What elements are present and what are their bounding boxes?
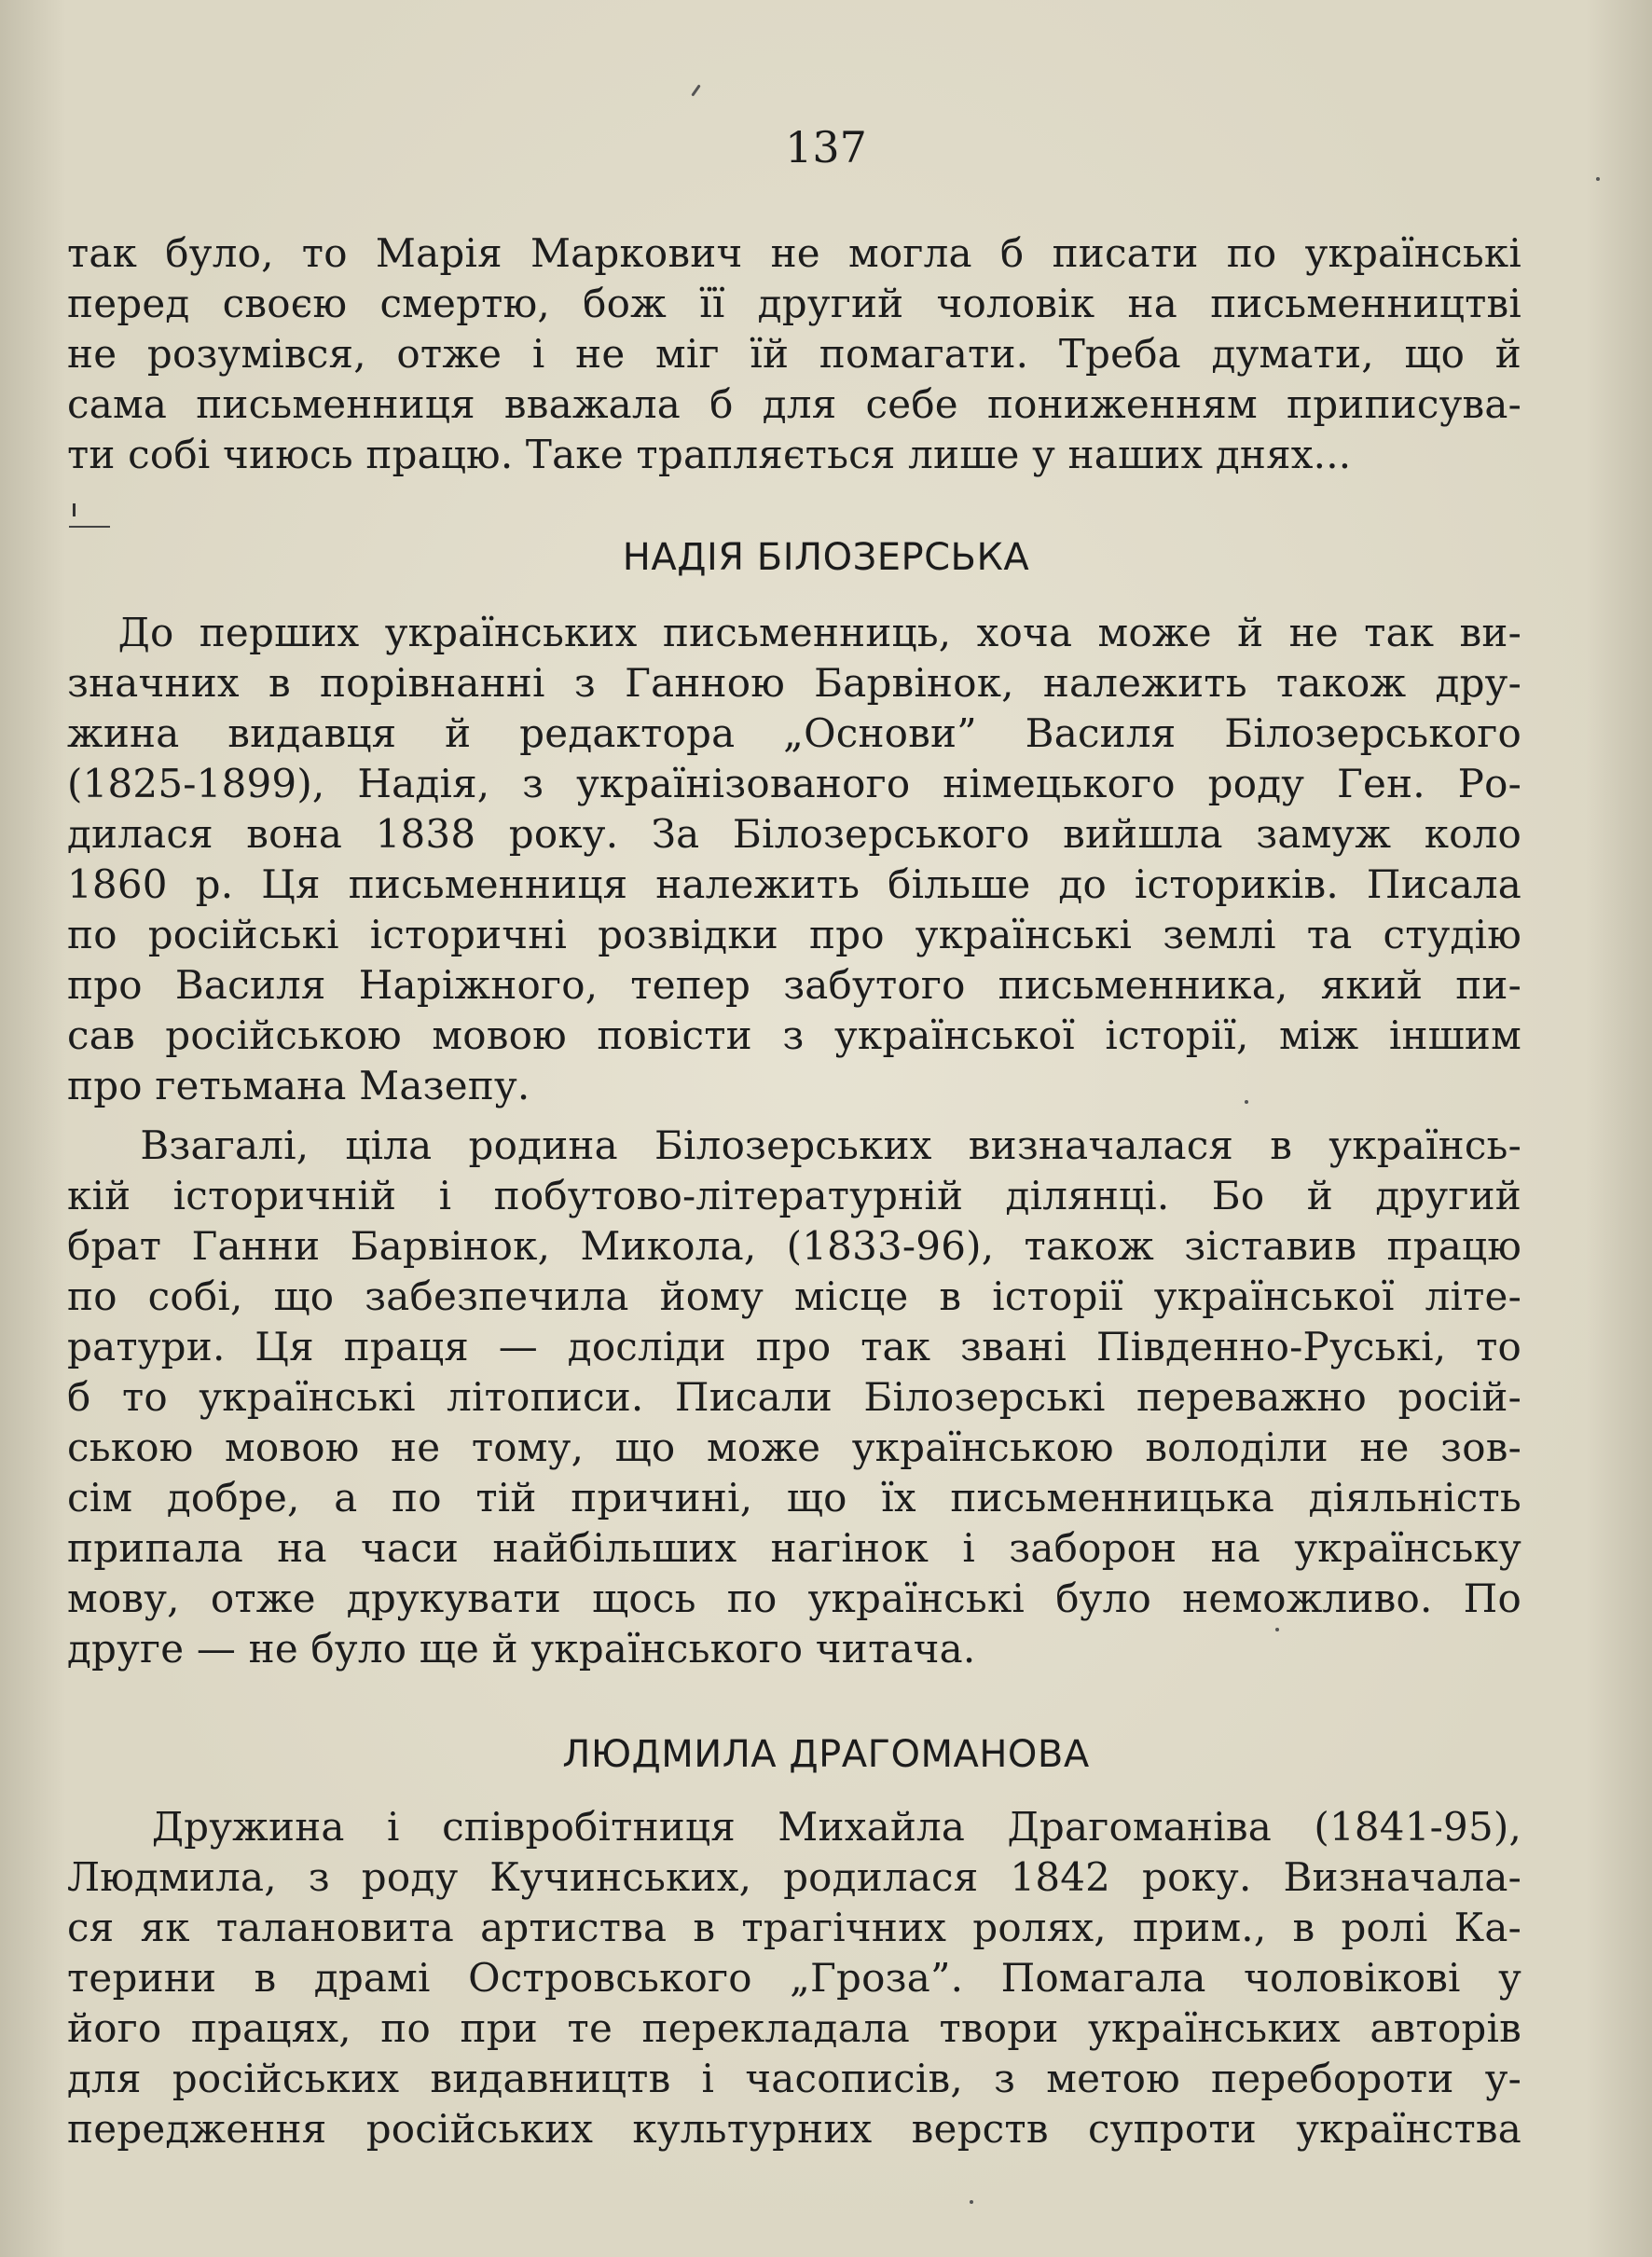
text-line: про гетьмана Мазепу. (67, 1063, 530, 1108)
print-speck (970, 2200, 973, 2204)
paragraph (67, 608, 1521, 1111)
text-line: ти собі чиюсь працю. Таке трапляється лише у наших днях... (67, 432, 1352, 477)
text-line: 1860 р. Ця письменниця належить більше до істориків. Писала (67, 861, 1521, 907)
print-speck (1275, 1628, 1279, 1631)
text-line: сав російською мовою повісти з української історії, між іншим (67, 1012, 1521, 1058)
text-line: не розумівся, отже і не міг їй помагати. Треба думати, що й (67, 331, 1521, 377)
text-line: Людмила, з роду Кучинських, родилася 1842 року. Визначала- (67, 1854, 1521, 1900)
ink-mark (69, 503, 110, 528)
text-line: Дружина і співробітниця Михайла Драгоманіва (1841-95), (67, 1804, 1521, 1850)
text-line: мову, отже друкувати щось по українські було неможливо. По (67, 1576, 1521, 1621)
paragraph (67, 1121, 1521, 1674)
print-speck (1245, 1100, 1248, 1104)
text-line: жина видавця й редактора „Основи” Василя Білозерського (67, 710, 1521, 756)
text-line: ратури. Ця праця — досліди про так звані Південно-Руські, то (67, 1324, 1521, 1369)
text-line: ською мовою не тому, що може українською володіли не зов- (67, 1424, 1521, 1470)
text-line: сама письменниця вважала б для себе пониженням приписува- (67, 381, 1521, 427)
text-line: перед своєю смертю, бож її другий чоловік на письменництві (67, 281, 1521, 326)
paragraph (67, 1802, 1521, 2154)
text-line: брат Ганни Барвінок, Микола, (1833-96), також зіставив працю (67, 1223, 1521, 1269)
text-line: друге — не було ще й українського читача. (67, 1626, 976, 1672)
section-heading-nadiia-bilozerska: НАДІЯ БІЛОЗЕРСЬКА (622, 536, 1030, 579)
text-line: так було, то Марія Маркович не могла б писати по українські (67, 230, 1521, 276)
text-line: по собі, що забезпечила йому місце в історії української літе- (67, 1273, 1521, 1319)
section-heading-liudmyla-drahomanova: ЛЮДМИЛА ДРАГОМАНОВА (562, 1733, 1090, 1776)
text-line: для російських видавництв і часописів, з метою перебороти у- (67, 2056, 1521, 2101)
text-line: Взагалі, ціла родина Білозерських визначалася в українсь- (67, 1122, 1521, 1168)
page-number: 137 (785, 122, 867, 172)
text-line: припала на часи найбільших нагінок і заборон на українську (67, 1525, 1521, 1571)
text-line: передження російських культурних верств супроти українства (67, 2106, 1521, 2152)
text-line: терини в драмі Островського „Гроза”. Помагала чоловікові у (67, 1955, 1521, 2001)
text-line: про Василя Наріжного, тепер забутого письменника, який пи- (67, 962, 1521, 1008)
text-line: сім добре, а по тій причині, що їх письменницька діяльність (67, 1475, 1521, 1521)
text-line: кій історичній і побутово-літературній ділянці. Бо й другий (67, 1173, 1521, 1218)
print-speck (691, 84, 700, 96)
text-line: До перших українських письменниць, хоча може й не так ви- (67, 610, 1521, 655)
text-line: б то українські літописи. Писали Білозерські переважно росій- (67, 1374, 1521, 1420)
text-line: ся як талановита артиства в трагічних ролях, прим., в ролі Ка- (67, 1905, 1521, 1950)
intro-paragraph (67, 228, 1521, 480)
text-line: по російські історичні розвідки про українські землі та студію (67, 912, 1521, 957)
text-line: дилася вона 1838 року. За Білозерського вийшла замуж коло (67, 811, 1521, 857)
text-line: значних в порівнанні з Ганною Барвінок, належить також дру- (67, 660, 1521, 706)
text-line: (1825-1899), Надія, з українізованого німецького роду Ген. Ро- (67, 761, 1521, 806)
text-line: його працях, по при те перекладала твори українських авторів (67, 2005, 1521, 2051)
print-speck (1596, 177, 1600, 181)
